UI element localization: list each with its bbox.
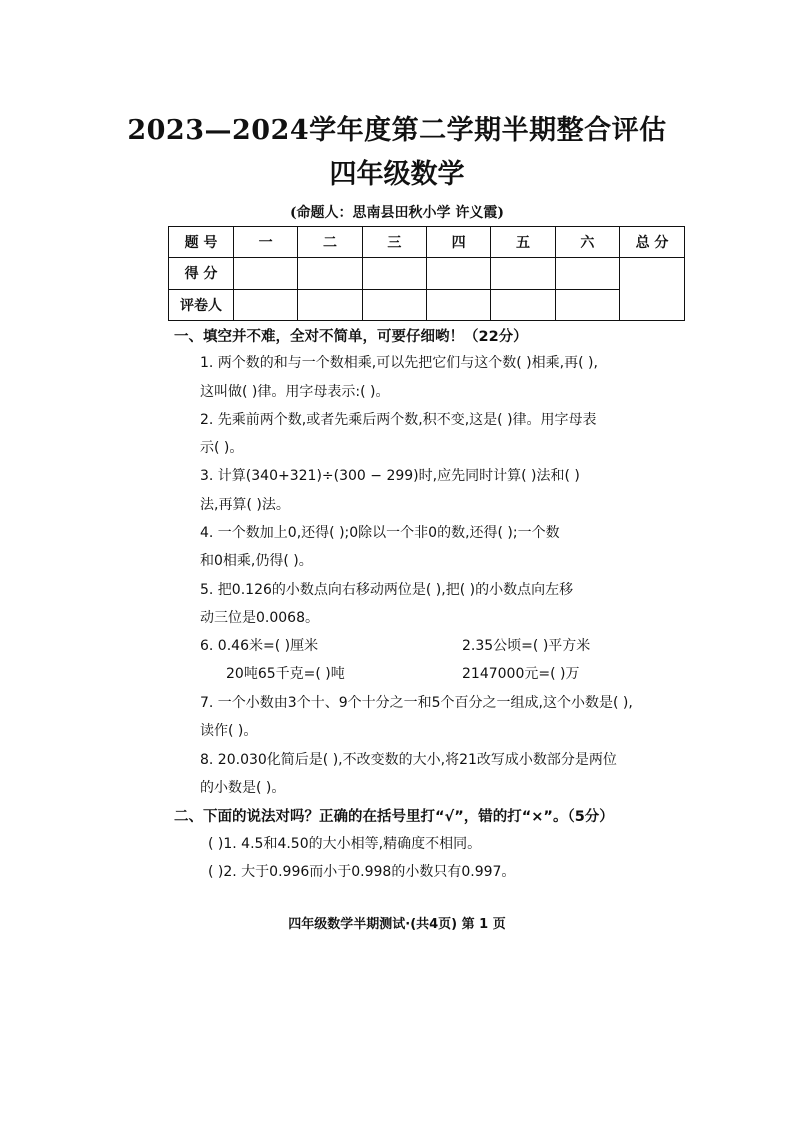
score-table-header-row <box>169 227 685 258</box>
header-cell: 总 分 <box>620 227 685 258</box>
section-2-heading: 二、下面的说法对吗？正确的在括号里打“√”，错的打“×”。（5分） <box>174 809 614 825</box>
header-cell: 五 <box>491 227 555 258</box>
question-line: 4. 一个数加上0,还得( );0除以一个非0的数,还得( );一个数 <box>200 525 560 541</box>
grader-row-label: 评卷人 <box>169 289 234 320</box>
grader-cell[interactable] <box>298 289 362 320</box>
question-line: 的小数是( )。 <box>200 780 286 796</box>
section-1-heading: 一、填空并不难，全对不简单，可要仔细哟！（22分） <box>174 329 528 345</box>
header-cell: 四 <box>426 227 490 258</box>
header-cell: 三 <box>362 227 426 258</box>
score-cell[interactable] <box>555 258 619 289</box>
score-cell[interactable] <box>362 258 426 289</box>
question-line: 示( )。 <box>200 440 244 456</box>
question-line: 法,再算( )法。 <box>200 497 290 513</box>
question-line: 和0相乘,仍得( )。 <box>200 553 313 569</box>
grader-cell[interactable] <box>491 289 555 320</box>
header-cell: 六 <box>555 227 619 258</box>
question-line: 2. 先乘前两个数,或者先乘后两个数,积不变,这是( )律。用字母表 <box>200 412 597 428</box>
question-line: 3. 计算(340+321)÷(300 − 299)时,应先同时计算( )法和( ) <box>200 468 580 484</box>
question-line: 7. 一个小数由3个十、9个十分之一和5个百分之一组成,这个小数是( ), <box>200 695 633 711</box>
question-line: 5. 把0.126的小数点向右移动两位是( ),把( )的小数点向左移 <box>200 582 574 598</box>
score-table <box>168 226 685 321</box>
score-row-label: 得 分 <box>169 258 234 289</box>
question-line: 20吨65千克=( )吨 <box>226 666 345 682</box>
score-row <box>169 258 685 289</box>
page-footer: 四年级数学半期测试·(共4页) 第 1 页 <box>288 917 506 932</box>
question-line: 读作( )。 <box>200 723 258 739</box>
score-cell[interactable] <box>234 258 298 289</box>
grader-cell[interactable] <box>234 289 298 320</box>
exam-subtitle: 四年级数学 <box>329 159 465 190</box>
score-cell[interactable] <box>491 258 555 289</box>
question-line: 6. 0.46米=( )厘米 <box>200 638 319 654</box>
judgement-line: ( )2. 大于0.996而小于0.998的小数只有0.997。 <box>208 864 516 880</box>
header-cell: 一 <box>234 227 298 258</box>
header-cell: 二 <box>298 227 362 258</box>
judgement-line: ( )1. 4.5和4.50的大小相等,精确度不相同。 <box>208 836 482 852</box>
author-line: (命题人：思南县田秋小学 许义霞) <box>289 205 505 221</box>
question-line: 1. 两个数的和与一个数相乘,可以先把它们与这个数( )相乘,再( ), <box>200 355 598 371</box>
total-score-cell[interactable] <box>620 258 685 321</box>
question-line: 8. 20.030化简后是( ),不改变数的大小,将21改写成小数部分是两位 <box>200 752 617 768</box>
score-cell[interactable] <box>426 258 490 289</box>
score-cell[interactable] <box>298 258 362 289</box>
question-line: 2.35公顷=( )平方米 <box>462 638 591 654</box>
grader-cell[interactable] <box>426 289 490 320</box>
grader-row <box>169 289 685 320</box>
grader-cell[interactable] <box>555 289 619 320</box>
exam-title: 2023—2024学年度第二学期半期整合评估 <box>127 115 667 146</box>
question-line: 这叫做( )律。用字母表示:( )。 <box>200 384 390 400</box>
question-line: 动三位是0.0068。 <box>200 610 319 626</box>
question-line: 2147000元=( )万 <box>462 666 580 682</box>
grader-cell[interactable] <box>362 289 426 320</box>
header-cell: 题 号 <box>169 227 234 258</box>
